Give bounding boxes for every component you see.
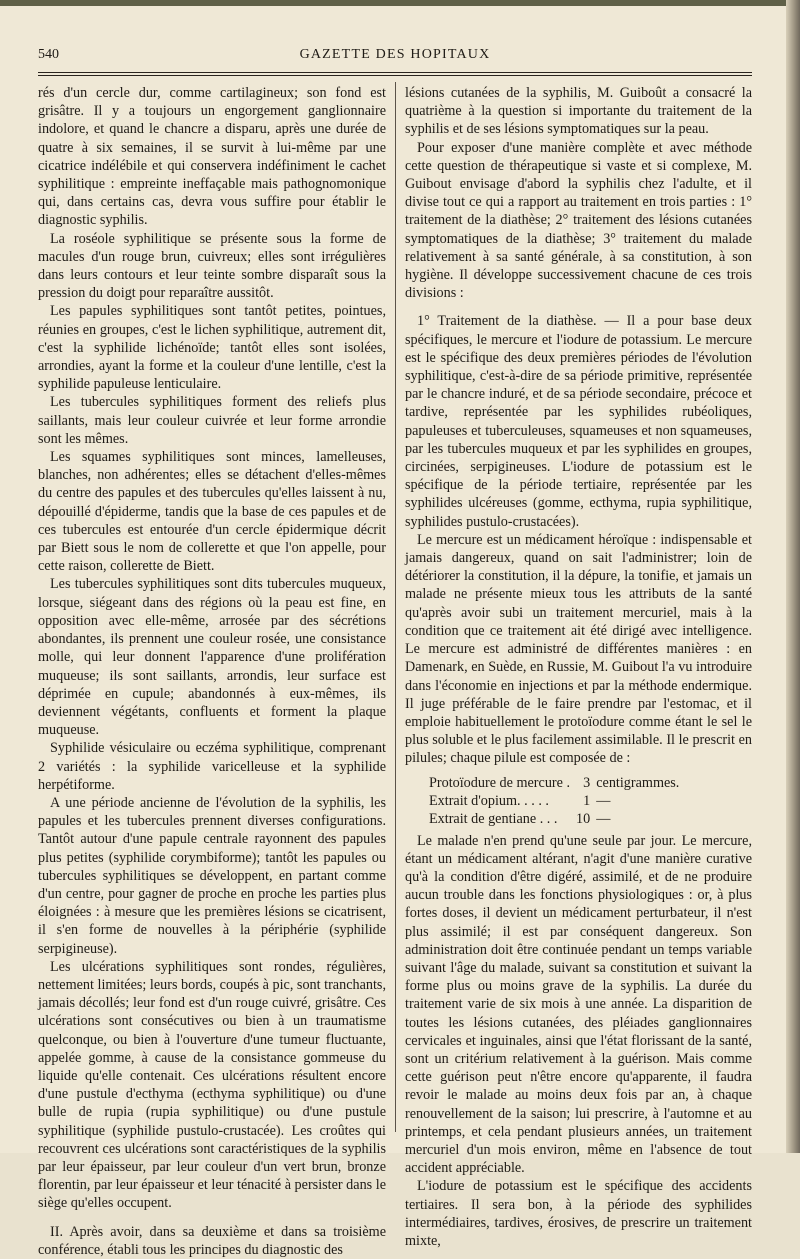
paragraph: Les tubercules syphilitiques forment des reliefs plus saillants, mais leur couleur cuivrée et leur forme arrondie sont les mêmes. bbox=[38, 394, 386, 447]
prescription-table bbox=[429, 774, 685, 828]
prescription-item: Protoïodure de mercure . bbox=[429, 774, 571, 791]
paragraph: Les papules syphilitiques sont tantôt petites, pointues, réunies en groupes, c'est le lichen syphilitique, autrement dit, c'est la syphilide lichénoïde; tantôt elles sont isolées, arrondies, ayant la forme et la couleur d'une lentille, c'est la syphilide papuleuse lenticulaire. bbox=[38, 303, 386, 393]
prescription-unit: centigrammes. bbox=[596, 774, 680, 791]
prescription-unit: — bbox=[596, 810, 611, 827]
section-gap bbox=[38, 1213, 386, 1223]
paragraph: Le mercure est un médicament héroïque : indispensable et jamais dangereux, quand on sait l'administrer; loin de détériorer la constitution, il la dépure, la tonifie, et jamais un malade ne présente mieux tous les attributs de la santé qu'après avoir subi un traitement mercuriel, mais à la condition que ce traitement ait été dirigé avec intelligence. Le mercure est administré de différentes manières : en Damenark, en Suède, en Russie, M. Guibout l'a vu introduire dans l'économie en injections et par la méthode endermique. Il juge préférable de le faire prendre par l'estomac, et il emploie habituellement le protoïodure comme étant le sel le plus soluble et le plus facilement assimilable. Il le prescrit en pilules; chaque pilule est composée de : bbox=[405, 531, 752, 767]
prescription-row bbox=[429, 774, 685, 792]
page-number: 540 bbox=[38, 47, 59, 62]
paragraph: A une période ancienne de l'évolution de la syphilis, les papules et les tubercules prennent diverses configurations. Tantôt autour d'une papule centrale rayonnent des papules plus petites (syphilide corymbiforme); tantôt les papules ou tubercules syphilitiques se développent, en partant comme d'un centre, pour gagner de proche en proche les parties plus éloignées : à mesure que les premières lésions se cicatrisent, il s'en forme de nouvelles à la périphérie (syphilide serpigineuse). bbox=[38, 794, 386, 957]
column-divider bbox=[395, 82, 396, 1132]
prescription-qty: 10 bbox=[576, 810, 591, 827]
paragraph: lésions cutanées de la syphilis, M. Guiboût a consacré la quatrième à la question si importante du traitement de la syphilis et de ses lésions symptomatiques sur la peau. bbox=[405, 85, 752, 138]
page-top-edge bbox=[0, 0, 800, 6]
prescription-row bbox=[429, 792, 685, 810]
paragraph: Les squames syphilitiques sont minces, lamelleuses, blanches, non adhérentes; elles se détachent d'elles-mêmes du centre des papules et des tubercules qu'elles laissent à nu, dépouillé d'épiderme, tandis que la base de ces papules et de ces tubercules est entourée d'un cercle épidermique décrit par Biett sous le nom de collerette et que l'on appelle, pour cette raison, collerette de Biett. bbox=[38, 449, 386, 575]
prescription-row bbox=[429, 810, 685, 828]
header-rule-top bbox=[38, 72, 752, 73]
paragraph: Syphilide vésiculaire ou eczéma syphilitique, comprenant 2 variétés : la syphilide varicelleuse et la syphilide herpétiforme. bbox=[38, 740, 386, 793]
paragraph: L'iodure de potassium est le spécifique des accidents tertiaires. Il sera bon, à la période des syphilides intermédiaires, tardives, érosives, de prescrire un traitement mixte, bbox=[405, 1178, 752, 1249]
page-binding-edge bbox=[786, 0, 800, 1153]
section-gap bbox=[405, 302, 752, 312]
paragraph: Les ulcérations syphilitiques sont rondes, régulières, nettement limitées; leurs bords, coupés à pic, sont tranchants, jamais décollés; leur fond est d'un rouge cuivré, grisâtre. Ces ulcérations sont consécutives ou bien à un traumatisme quelconque, ou bien à l'ouverture d'une tumeur fluctuante, appelée gomme, à cause de la consistance gommeuse du liquide qu'elle contenait. Ces ulcérations résultent encore d'une pustule d'ecthyma (ecthyma syphilitique) ou d'une bulle de rupia (rupia syphilitique) ou d'une pustule syphilitique (syphilide pustulo-crustacée). Les croûtes qui recouvrent ces ulcérations sont caractéristiques de la syphilis par leur épaisseur, par leur couleur d'un vert brun, bronze florentin, par leur épaisseur et leur ténacité à persister dans le siège qu'elles occupent. bbox=[38, 958, 386, 1212]
paragraph: La roséole syphilitique se présente sous la forme de macules d'un rouge brun, cuivreux; elles sont irrégulières dans leurs contours et leur teinte sombre disparaît sous la pression du doigt pour reparaître aussitôt. bbox=[38, 230, 386, 302]
prescription-item: Extrait de gentiane . . . bbox=[429, 810, 558, 827]
header-rule-bottom bbox=[38, 75, 752, 76]
page-header bbox=[38, 47, 752, 67]
paragraph: Pour exposer d'une manière complète et avec méthode cette question de thérapeutique si vaste et si complexe, M. Guibout envisage d'abord la syphilis chez l'adulte, et il divise tout ce qui a rapport au traitement en trois parties : 1° traitement de la diathèse; 2° traitement des lésions cutanées symptomatiques de la diathèse; 3° traitement du malade relativement à sa santé générale, à sa constitution, à son hygiène. Il développe successivement chacune de ces trois divisions : bbox=[405, 139, 752, 302]
paragraph: 1° Traitement de la diathèse. — Il a pour base deux spécifiques, le mercure et l'iodure de potassium. Le mercure est le spécifique des deux premières périodes de l'évolution syphilitique, c'est-à-dire de sa période primitive, représentée par le chancre induré, et de sa période secondaire, précoce et tardive, représentée par les syphilides rubéoliques, papuleuses et tuberculeuses, squameuses et non squameuses, par les tubercules muqueux et par les syphilides en groupes, circinées, serpigineuses. L'iodure de potassium est le spécifique de la période tertiaire, représentée par les syphilides ulcéreuses (gomme, ecthyma, rupia syphilitique, syphilides pustulo-crustacées). bbox=[405, 313, 752, 530]
paragraph: Les tubercules syphilitiques sont dits tubercules muqueux, lorsque, siégeant dans des régions où la peau est fine, en opposition avec elle-même, arrosée par des sécrétions abondantes, ils prennent une couleur rosée, une consistance molle, qui leur donnent l'apparence d'une prolifération muqueuse; ils sont saillants, arrondis, leur surface est déprimée en cupule; abandonnés à eux-mêmes, ils deviennent végétants, confluents et forment la plaque muqueuse. bbox=[38, 576, 386, 739]
paragraph: Le malade n'en prend qu'une seule par jour. Le mercure, étant un médicament altérant, n'agit d'une manière curative qu'à la condition d'être digéré, assimilé, et de ne produire aucun trouble dans les fonctions physiologiques : or, à plus fortes doses, il devient un médicament perturbateur, il n'est plus assimilé; il est par conséquent dangereux. Son administration doit être continuée pendant un temps variable suivant l'âge du malade, suivant sa constitution et suivant la forme plus ou moins grave de la syphilis. La durée du traitement varie de six mois à une année. La disparition de toutes les lésions cutanées, des pléiades ganglionnaires cervicales et inguinales, ainsi que l'état florissant de la santé, sont un critérium relativement à la guérison. Mais comme cette guérison peut n'être encore qu'apparente, il faudra revoir le malade au moins deux fois par an, à chaque renouvellement de la saison; lui prescrire, à l'automne et au printemps, et cela pendant plusieurs années, un traitement mercuriel d'un mois environ, même en l'absence de tout accident appréciable. bbox=[405, 832, 752, 1177]
right-column bbox=[405, 84, 752, 1250]
journal-title: GAZETTE DES HOPITAUX bbox=[299, 47, 491, 62]
prescription-qty: 3 bbox=[583, 774, 591, 791]
prescription-item: Extrait d'opium. . . . . bbox=[429, 792, 549, 809]
prescription-qty: 1 bbox=[583, 792, 591, 809]
paragraph: rés d'un cercle dur, comme cartilagineux; son fond est grisâtre. Il y a toujours un engorgement ganglionnaire indolore, et quand le chancre a disparu, après une durée de quatre à six semaines, il se survit à lui-même par une cicatrice indélébile et qui conservera indéfiniment le cachet syphilitique : empreinte ineffaçable mais pathognomonique qui, dans certains cas, devra vous suffire pour établir le diagnostic syphilis. bbox=[38, 85, 386, 229]
left-column bbox=[38, 84, 386, 1259]
paragraph: II. Après avoir, dans sa deuxième et dans sa troisième conférence, établi tous les principes du diagnostic des bbox=[38, 1223, 386, 1258]
prescription-unit: — bbox=[596, 792, 611, 809]
